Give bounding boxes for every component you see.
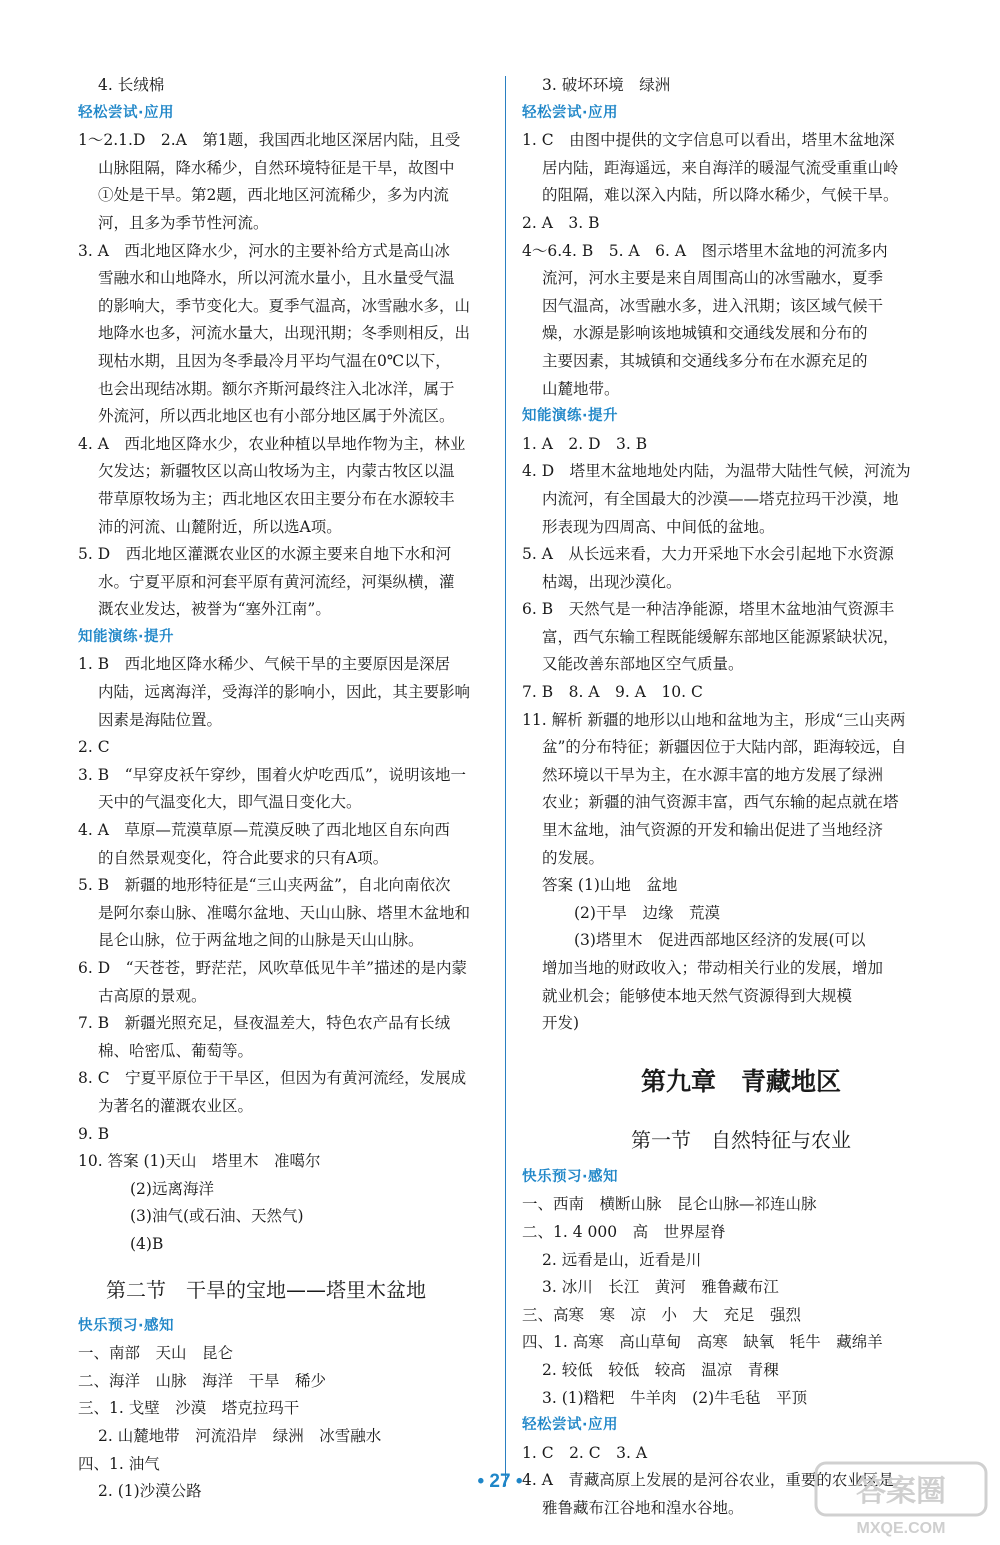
answer-line: 形表现为四周高、中间低的盆地。	[542, 517, 775, 536]
answer-line: 枯竭，出现沙漠化。	[542, 572, 682, 591]
watermark-logo	[812, 1461, 990, 1539]
answer-line: 带草原牧场为主；西北地区农田主要分布在水源较丰	[98, 489, 455, 508]
answer-line: 古高原的景观。	[98, 986, 207, 1005]
column-divider	[505, 76, 506, 1486]
page-number: • 27 •	[477, 1471, 523, 1492]
chapter-title: 第九章 青藏地区	[640, 1066, 841, 1096]
answer-line: (2)远离海洋	[130, 1179, 214, 1198]
answer-line: 4～6.4. B 5. A 6. A 图示塔里木盆地的河流多内	[522, 241, 888, 260]
section-heading: 知能演练·提升	[78, 628, 175, 645]
watermark-text: 答案圈	[856, 1474, 946, 1509]
answer-line: 10. 答案 (1)天山 塔里木 准噶尔	[78, 1152, 321, 1171]
answer-line: 外流河，所以西北地区也有小部分地区属于外流区。	[98, 407, 455, 426]
answer-line: 11. 解析 新疆的地形以山地和盆地为主，形成“三山夹两	[522, 710, 906, 729]
answer-line: 因气温高，冰雪融水多，进入汛期；该区域气候干	[542, 296, 884, 315]
answer-q1-2	[78, 127, 490, 237]
answer-line: 3. 破坏环境 绿洲	[542, 76, 671, 94]
left-column	[78, 72, 490, 1506]
answer-line: 二、海洋 山脉 海洋 干旱 稀少	[78, 1371, 327, 1390]
answer-line: 盆”的分布特征；新疆因位于大陆内部，距海较远，自	[542, 738, 907, 757]
answer-line: 棉、哈密瓜、葡萄等。	[98, 1041, 254, 1060]
answer-line: 二、1. 4 000 高 世界屋脊	[522, 1222, 726, 1241]
answer-p7	[78, 1010, 490, 1065]
answer-line: 燥，水源是影响该地城镇和交通线发展和分布的	[542, 324, 868, 343]
answer-line: 5. A 从长远来看，大力开采地下水会引起地下水资源	[522, 545, 894, 564]
section-heading: 轻松尝试·应用	[78, 104, 175, 121]
answer-line: 开发)	[542, 1014, 580, 1033]
answer-line: 里木盆地，油气资源的开发和输出促进了当地经济	[542, 821, 884, 840]
answer-p5	[522, 541, 960, 596]
answer-line: 居内陆，距海遥远，来自海洋的暖湿气流受重重山岭	[542, 158, 899, 177]
answer-line: 2. 山麓地带 河流沿岸 绿洲 冰雪融水	[98, 1426, 382, 1445]
answer-line: 沛的河流、山麓附近，所以选A项。	[98, 517, 342, 536]
section-heading: 快乐预习·感知	[522, 1168, 619, 1185]
answer-line: (4)B	[130, 1234, 164, 1253]
answer-q1	[522, 127, 960, 210]
answer-line: (3)塔里木 促进西部地区经济的发展(可以	[574, 931, 866, 950]
answer-p11-key	[522, 872, 960, 1038]
answer-line: 雪融水和山地降水，所以河流水量小，且水量受气温	[98, 269, 455, 288]
answer-line: 2. 较低 较低 较高 温凉 青稞	[542, 1360, 779, 1379]
answer-line: 现枯水期，且因为冬季最冷月平均气温在0℃以下，	[98, 351, 451, 370]
answer-line: 的自然景观变化，符合此要求的只有A项。	[98, 848, 389, 867]
section-title: 第二节 干旱的宝地——塔里木盆地	[106, 1277, 426, 1302]
answer-line: 3. 冰川 长江 黄河 雅鲁藏布江	[542, 1278, 779, 1297]
answer-line: ①处是干旱。第2题，西北地区河流稀少，多为内流	[98, 186, 449, 205]
answer-q3	[78, 238, 490, 431]
answer-q5	[78, 541, 490, 624]
answer-line: 5. B 新疆的地形特征是“三山夹两盆”，自北向南依次	[78, 876, 451, 895]
answer-line: 4. A 草原—荒漠草原—荒漠反映了西北地区自东向西	[78, 821, 450, 840]
answer-line: 主要因素，其城镇和交通线多分布在水源充足的	[542, 351, 868, 370]
answer-line: 1～2.1.D 2.A 第1题，我国西北地区深居内陆，且受	[78, 131, 461, 150]
answer-p3	[78, 762, 490, 817]
answer-line: 又能改善东部地区空气质量。	[542, 655, 744, 674]
answer-line: 地降水也多，河流水量大，出现汛期；冬季则相反，出	[98, 324, 471, 343]
answer-line: 8. C 宁夏平原位于干旱区，但因为有黄河流经，发展成	[78, 1069, 467, 1088]
answer-line: 天中的气温变化大，即气温日变化大。	[98, 793, 362, 812]
answer-line: 内陆，远离海洋，受海洋的影响小，因此，其主要影响	[98, 683, 471, 702]
answer-line: 内流河，有全国最大的沙漠——塔克拉玛干沙漠，地	[542, 489, 899, 508]
answer-line: 水。宁夏平原和河套平原有黄河流经，河渠纵横，灌	[98, 572, 455, 591]
answer-line: 然环境以干旱为主，在水源丰富的地方发展了绿洲	[542, 765, 884, 784]
answer-line: 山麓地带。	[542, 379, 620, 398]
answer-p4	[78, 817, 490, 872]
answer-p2: 2. C	[78, 738, 110, 757]
answer-line: 3. A 西北地区降水少，河水的主要补给方式是高山冰	[78, 241, 450, 260]
answer-line: 就业机会；能够使本地天然气资源得到大规模	[542, 986, 853, 1005]
answer-line: 4. D 塔里木盆地地处内陆，为温带大陆性气候，河流为	[522, 462, 911, 481]
answer-line: 一、南部 天山 昆仑	[78, 1344, 234, 1363]
answer-p9: 9. B	[78, 1124, 110, 1143]
answer-q4	[78, 431, 490, 541]
answer-p10	[78, 1148, 490, 1258]
section-heading: 轻松尝试·应用	[522, 1417, 619, 1434]
answer-line: 河，且多为季节性河流。	[98, 213, 269, 232]
answer-line: 3. (1)糌粑 牛羊肉 (2)牛毛毡 平顶	[542, 1388, 808, 1407]
answer-line: 2. (1)沙漠公路	[98, 1482, 202, 1501]
answer-p8	[78, 1065, 490, 1120]
answer-line: 增加当地的财政收入；带动相关行业的发展，增加	[542, 959, 884, 977]
answer-p4	[522, 458, 960, 541]
answer-line: 4. 长绒棉	[98, 76, 165, 94]
answer-line: 农业；新疆的油气资源丰富，西气东输的起点就在塔	[542, 793, 899, 812]
answer-line: 的影响大，季节变化大。夏季气温高，冰雪融水多，山	[98, 296, 471, 315]
answer-line: 4. A 青藏高原上发展的是河谷农业，重要的农业区是	[522, 1471, 894, 1490]
answer-line: 5. D 西北地区灌溉农业区的水源主要来自地下水和河	[78, 545, 452, 564]
answer-line: 2. 远看是山，近看是川	[542, 1250, 702, 1269]
answer-line: 三、1. 戈壁 沙漠 塔克拉玛干	[78, 1399, 300, 1418]
answer-line: 欠发达；新疆牧区以高山牧场为主，内蒙古牧区以温	[98, 462, 455, 481]
answer-line: 溉农业发达，被誉为“塞外江南”。	[98, 600, 331, 619]
answer-line: 4. A 西北地区降水少，农业种植以旱地作物为主，林业	[78, 434, 466, 453]
right-column	[522, 72, 960, 1523]
answer-line: 6. D “天苍苍，野茫茫，风吹草低见牛羊”描述的是内蒙	[78, 959, 467, 977]
answer-line: 一、西南 横断山脉 昆仑山脉—祁连山脉	[522, 1195, 817, 1214]
answer-line: 山脉阻隔，降水稀少，自然环境特征是干旱，故图中	[98, 158, 455, 177]
answer-line: 6. B 天然气是一种洁净能源，塔里木盆地油气资源丰	[522, 600, 895, 619]
answer-line: 三、高寒 寒 凉 小 大 充足 强烈	[522, 1305, 802, 1324]
answer-line: 1. B 西北地区降水稀少、气候干旱的主要原因是深居	[78, 655, 451, 674]
answer-p6	[78, 955, 490, 1010]
answer-line: 流河，河水主要是来自周围高山的冰雪融水，夏季	[542, 269, 884, 288]
section-heading: 快乐预习·感知	[78, 1317, 175, 1334]
answer-line: 为著名的灌溉农业区。	[98, 1096, 254, 1115]
section-title: 第一节 自然特征与农业	[631, 1127, 851, 1152]
answer-line: 的发展。	[542, 848, 605, 867]
answer-p11	[522, 707, 960, 873]
answer-line: 是阿尔泰山脉、准噶尔盆地、天山山脉、塔里木盆地和	[98, 903, 471, 922]
answer-p1	[78, 651, 490, 734]
answer-q4-6	[522, 238, 960, 404]
answer-line: (3)油气(或石油、天然气)	[130, 1207, 304, 1226]
watermark-url: MXQE.COM	[856, 1520, 946, 1537]
section-heading: 知能演练·提升	[522, 408, 619, 425]
answer-line: 雅鲁藏布江谷地和湟水谷地。	[542, 1498, 744, 1517]
preview-answers	[522, 1191, 960, 1412]
answer-p7-10: 7. B 8. A 9. A 10. C	[522, 683, 703, 702]
answer-s1-3: 1. C 2. C 3. A	[522, 1443, 648, 1462]
section-heading: 轻松尝试·应用	[522, 104, 619, 121]
answer-line: 因素是海陆位置。	[98, 710, 223, 729]
answer-line: 四、1. 油气	[78, 1454, 160, 1473]
answer-line: 的阻隔，难以深入内陆，所以降水稀少，气候干旱。	[542, 186, 899, 205]
answer-line: (2)干旱 边缘 荒漠	[574, 903, 720, 922]
answer-line: 也会出现结冰期。额尔齐斯河最终注入北冰洋，属于	[98, 379, 455, 398]
answer-line: 1. C 由图中提供的文字信息可以看出，塔里木盆地深	[522, 131, 895, 150]
answer-line: 昆仑山脉，位于两盆地之间的山脉是天山山脉。	[98, 931, 424, 950]
answer-line: 3. B “早穿皮袄午穿纱，围着火炉吃西瓜”，说明该地一	[78, 765, 466, 784]
answer-line: 富，西气东输工程既能缓解东部地区能源紧缺状况，	[542, 627, 899, 646]
answer-p6	[522, 596, 960, 679]
answer-p1-3: 1. A 2. D 3. B	[522, 434, 648, 453]
answer-line: 答案 (1)山地 盆地	[542, 876, 678, 895]
answer-p5	[78, 872, 490, 955]
answer-line: 四、1. 高寒 高山草甸 高寒 缺氧 牦牛 藏绵羊	[522, 1333, 883, 1352]
answer-line: 7. B 新疆光照充足，昼夜温差大，特色农产品有长绒	[78, 1014, 451, 1033]
answer-q2-3: 2. A 3. B	[522, 213, 600, 232]
